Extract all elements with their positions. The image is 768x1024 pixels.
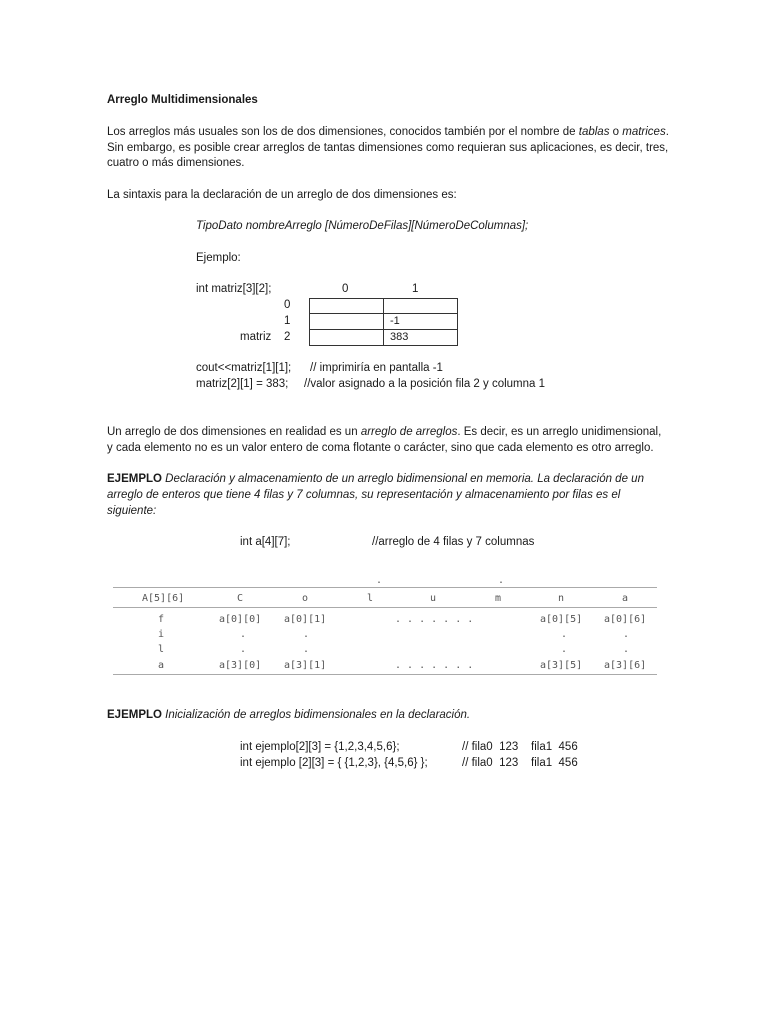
code-line-1: cout<<matriz[1][1]; [196,362,292,374]
row-label-2: 2 [284,331,291,343]
matrix-row [310,314,458,330]
code-line-2: matriz[2][1] = 383; [196,378,289,390]
matrix-cell [310,330,384,346]
matrix-declaration: int matriz[3][2]; [196,283,272,295]
para2-text-end: . Es decir, es un arreglo unidimensional, [457,426,662,438]
table-row-label: l [158,644,165,655]
matrix-cell [310,314,384,330]
intro-line-3: cuatro o más dimensiones. [107,157,245,169]
decl2-comment: //arreglo de 4 filas y 7 columnas [372,536,535,548]
table-cell: a[3][6] [604,660,647,671]
table-header-cell: a [622,593,629,604]
ejemplo-label: Ejemplo: [196,252,241,264]
code-comment-2: //valor asignado a la posición fila 2 y columna 1 [304,378,546,390]
intro-text-o: o [609,126,623,138]
ejemplo1-label: EJEMPLO [107,473,162,485]
row-label-1: 1 [284,315,291,327]
table-row-label: i [158,629,165,640]
table-header-corner: A[5][6] [142,593,185,604]
code-comment-1: // imprimiría en pantalla -1 [310,362,443,374]
intro-period: . [665,126,669,138]
intro-tablas: tablas [578,126,610,138]
table-header-cell: l [367,593,374,604]
para2-line-1 [107,424,661,440]
row-label-0: 0 [284,299,291,311]
table-cell: a[3][1] [284,660,327,671]
para2-italic: arreglo de arreglos [360,426,458,438]
table-header-cell: u [430,593,437,604]
table-header-cell: n [558,593,565,604]
table-row-label: a [158,660,165,671]
table-cell: . [561,644,568,655]
intro-line-1 [107,124,669,140]
table-cell: . [623,629,630,640]
matrix-name: matriz [240,331,272,343]
table-header-cell: C [237,593,244,604]
table-dot: . [376,575,383,586]
matrix-row [310,299,458,314]
table-dot: . [498,575,505,586]
para2-line-2: y cada elemento no es un valor entero de coma flotante o carácter, sino que cada elemento es otro arreglo. [107,442,654,454]
intro-matrices: matrices [622,126,666,138]
ejemplo1-line-2: arreglo de enteros que tiene 4 filas y 7 columnas, su representación y almacenamiento por filas es el [107,489,621,501]
table-cell: a[0][5] [540,614,583,625]
col-header-0: 0 [342,283,349,295]
decl2-code: int a[4][7]; [240,536,291,548]
table-header-cell: m [495,593,502,604]
syntax-line: TipoDato nombreArreglo [NúmeroDeFilas][NúmeroDeColumnas]; [196,220,529,232]
table-cell: . [303,644,310,655]
init-code-1: int ejemplo[2][3] = {1,2,3,4,5,6}; [240,741,400,753]
matrix-grid [309,298,458,346]
init-code-2: int ejemplo [2][3] = { {1,2,3}, {4,5,6} }; [240,757,428,769]
matrix-cell: 383 [384,330,458,346]
table-row-label: f [158,614,165,625]
table-cell: . [561,629,568,640]
table-cell: . [303,629,310,640]
table-cell: . [240,644,247,655]
para2-text: Un arreglo de dos dimensiones en realidad es un [107,426,361,438]
matrix-cell: -1 [384,314,458,330]
intro-text: Los arreglos más usuales son los de dos dimensiones, conocidos también por el nombre de [107,126,579,138]
table-cell: . [623,644,630,655]
ejemplo1-text: Declaración y almacenamiento de un arreglo bidimensional en memoria. La declaración de un [161,473,644,485]
init-comment-2: // fila0 123 fila1 456 [462,757,578,769]
table-header-cell: o [302,593,309,604]
table-bottom-rule [113,674,657,675]
page-title: Arreglo Multidimensionales [107,94,258,106]
table-cell: a[0][0] [219,614,262,625]
ejemplo2-text: Inicialización de arreglos bidimensionales en la declaración. [161,709,471,721]
table-cell: . . . . . . . [395,660,474,671]
matrix-cell [384,299,458,314]
table-cell: . [240,629,247,640]
table-top-rule [113,587,657,588]
ejemplo1-line-1 [107,471,644,487]
matrix-cell [310,299,384,314]
init-comment-1: // fila0 123 fila1 456 [462,741,578,753]
table-cell: a[3][5] [540,660,583,671]
ejemplo2-line [107,707,470,723]
col-header-1: 1 [412,283,419,295]
table-cell: a[0][6] [604,614,647,625]
table-cell: . . . . . . . [395,614,474,625]
intro-line-2: Sin embargo, es posible crear arreglos de tantas dimensiones como requieran sus aplicaciones, es decir, tres, [107,142,669,154]
table-cell: a[3][0] [219,660,262,671]
table-header-rule [113,607,657,608]
table-cell: a[0][1] [284,614,327,625]
ejemplo2-label: EJEMPLO [107,709,162,721]
matrix-row [310,330,458,346]
ejemplo1-line-3: siguiente: [107,505,157,517]
syntax-intro: La sintaxis para la declaración de un arreglo de dos dimensiones es: [107,189,457,201]
